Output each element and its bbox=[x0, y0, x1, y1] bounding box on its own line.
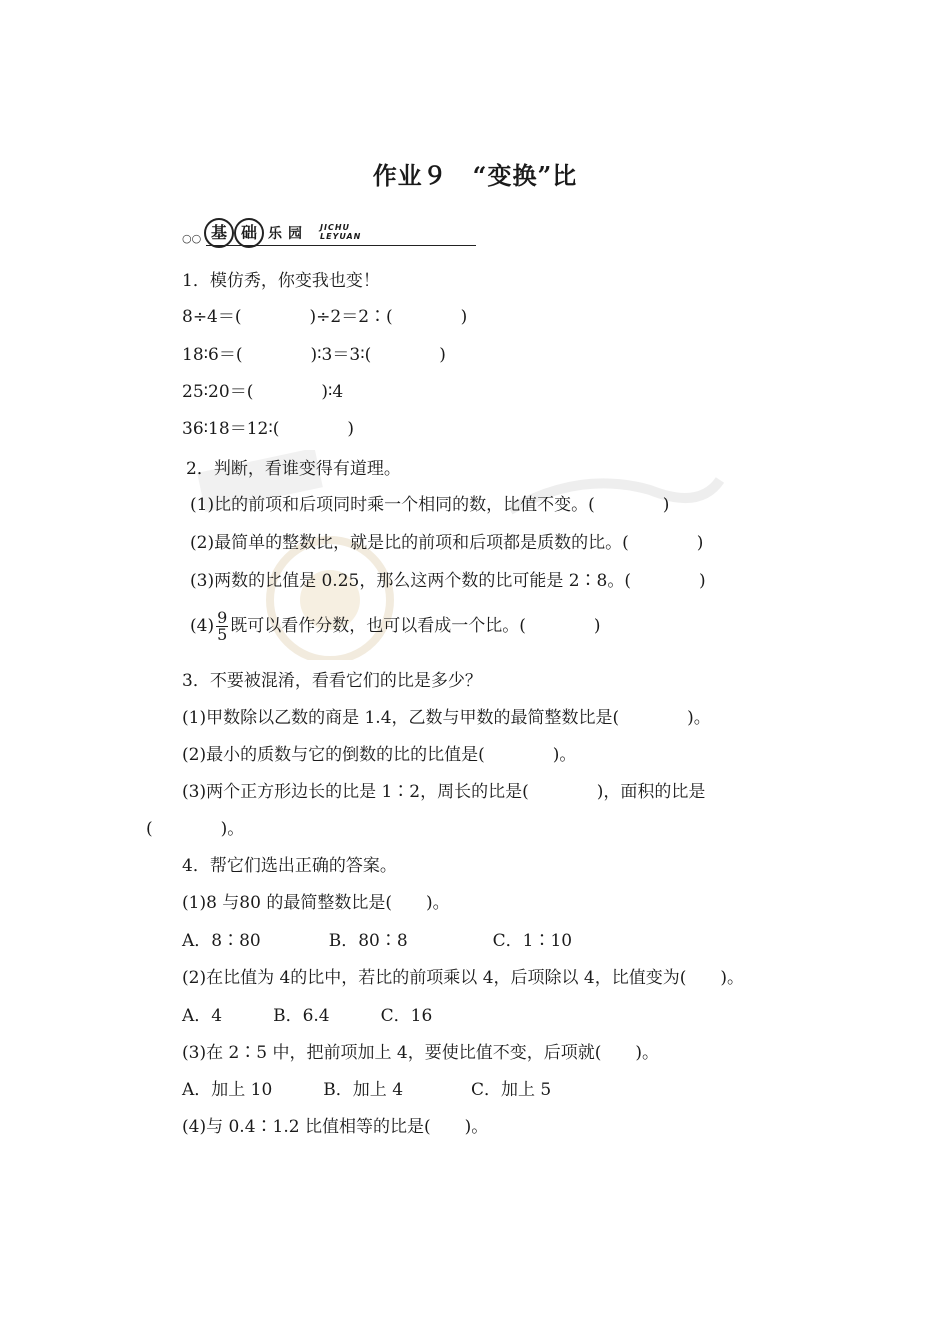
q2-item-4-prefix: (4) bbox=[190, 616, 215, 636]
q2-item-4 bbox=[190, 606, 601, 646]
q4-item-3: (3)在 2∶5 中，把前项加上 4，要使比值不变，后项就( )。 bbox=[182, 1043, 660, 1063]
q4-item-1-options: A．8∶80 B．80∶8 C．1∶10 bbox=[182, 931, 573, 951]
q4-item-1: (1)8 与80 的最简整数比是( )。 bbox=[182, 893, 450, 913]
badge-en-line2: LEYUAN bbox=[320, 232, 362, 241]
q4-item-2: (2)在比值为 4的比中，若比的前项乘以 4，后项除以 4，比值变为( )。 bbox=[182, 968, 745, 988]
q4-item-3-options: A．加上 10 B．加上 4 C．加上 5 bbox=[182, 1080, 552, 1100]
q3-item-3-cont: ( )。 bbox=[146, 819, 245, 839]
section-badge bbox=[182, 214, 477, 248]
page-title: 作业９ “变换”比 bbox=[372, 161, 578, 190]
badge-glyph-1: 基 bbox=[204, 218, 234, 248]
q1-line-a: 8÷4＝( )÷2＝2∶( ) bbox=[182, 307, 468, 327]
badge-glyph-4: 园 bbox=[288, 226, 302, 242]
q4-heading: 4．帮它们选出正确的答案。 bbox=[182, 856, 397, 876]
q3-item-3: (3)两个正方形边长的比是 1∶2，周长的比是( )，面积的比是 bbox=[182, 782, 706, 802]
q3-item-1: (1)甲数除以乙数的商是 1.4，乙数与甲数的最简整数比是( )。 bbox=[182, 708, 711, 728]
q2-item-2: (2)最简单的整数比，就是比的前项和后项都是质数的比。( ) bbox=[190, 533, 704, 553]
badge-en-text bbox=[320, 223, 361, 241]
q1-line-c: 25∶20＝( )∶4 bbox=[182, 382, 344, 402]
q1-line-d: 36∶18＝12∶( ) bbox=[182, 419, 355, 439]
q2-item-1: (1)比的前项和后项同时乘一个相同的数，比值不变。( ) bbox=[190, 495, 670, 515]
q2-heading: 2．判断，看谁变得有道理。 bbox=[186, 459, 401, 479]
q3-heading: 3．不要被混淆，看看它们的比是多少？ bbox=[182, 671, 482, 691]
q1-heading: 1．模仿秀，你变我也变！ bbox=[182, 271, 380, 291]
q4-item-4: (4)与 0.4∶1.2 比值相等的比是( )。 bbox=[182, 1117, 489, 1137]
q1-line-b: 18∶6＝( )∶3＝3∶( ) bbox=[182, 345, 446, 365]
badge-underline bbox=[206, 245, 476, 246]
badge-glyph-2: 础 bbox=[234, 218, 264, 248]
fraction-denominator: 5 bbox=[217, 625, 228, 644]
badge-dots: ○○ bbox=[182, 232, 202, 245]
q4-item-2-options: A．4 B．6.4 C．16 bbox=[182, 1006, 433, 1026]
q2-item-4-text: 既可以看作分数，也可以看成一个比。( ) bbox=[230, 616, 601, 636]
q2-item-3: (3)两数的比值是 0.25，那么这两个数的比可能是 2∶8。( ) bbox=[190, 571, 706, 591]
fraction-9-5 bbox=[216, 610, 228, 643]
q3-item-2: (2)最小的质数与它的倒数的比的比值是( )。 bbox=[182, 745, 577, 765]
badge-glyph-3: 乐 bbox=[268, 226, 282, 242]
fraction-numerator: 9 bbox=[217, 608, 228, 627]
badge-en-line1: JICHU bbox=[320, 223, 351, 232]
